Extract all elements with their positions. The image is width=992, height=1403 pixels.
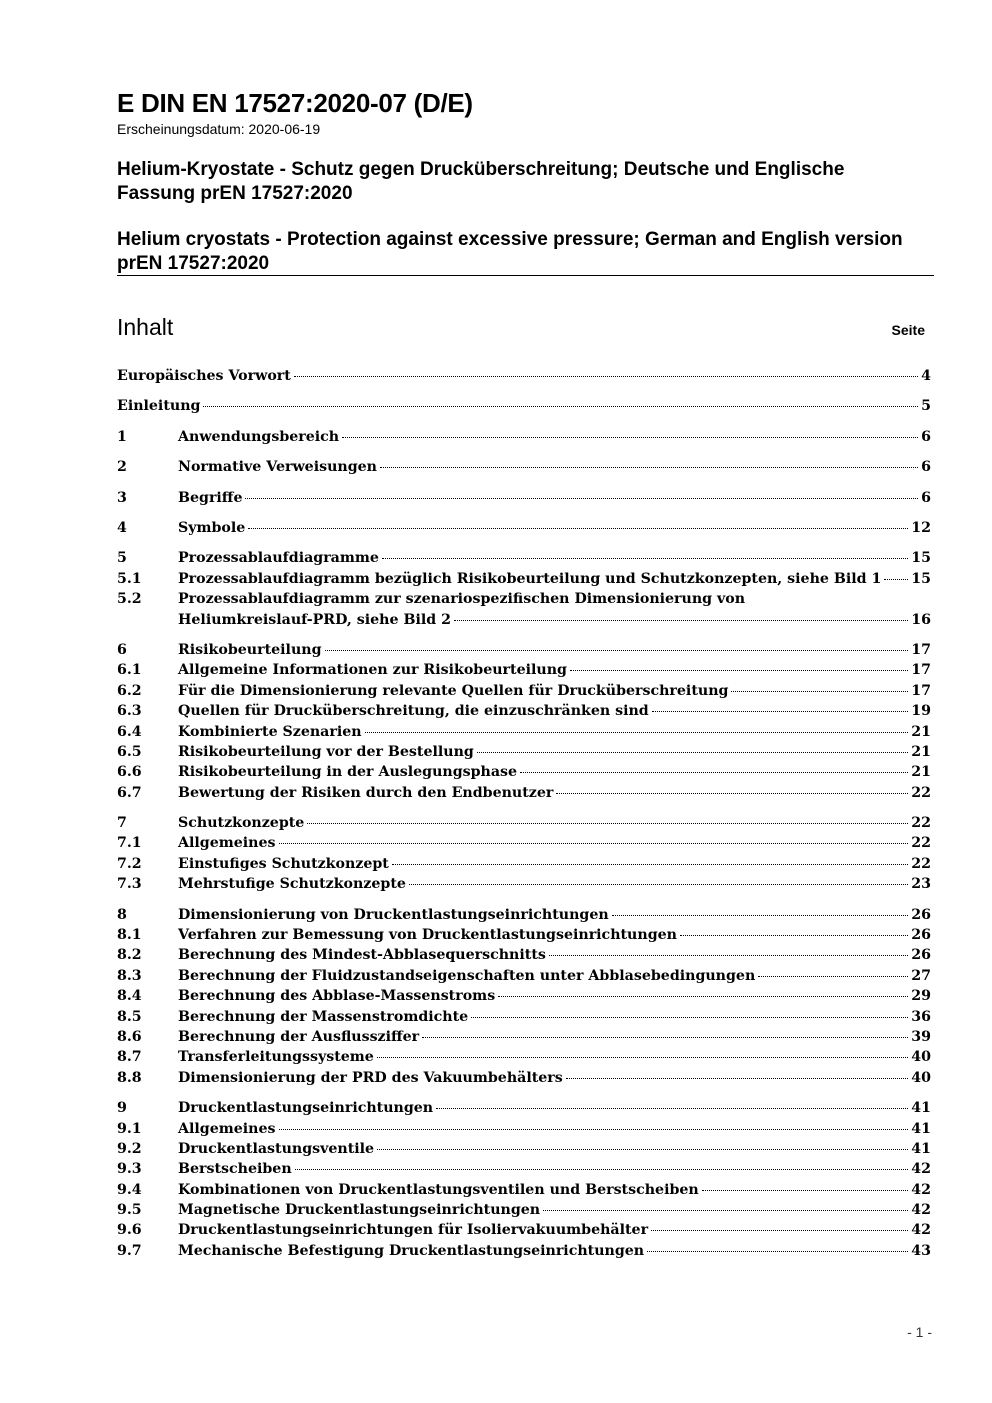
- toc-group: [117, 427, 931, 447]
- toc-entry[interactable]: [117, 457, 931, 477]
- toc-entry[interactable]: [117, 874, 931, 894]
- toc-leader-dots: [520, 771, 908, 773]
- toc-leader-dots: [884, 578, 908, 580]
- toc-entry-title: Druckentlastungseinrichtungen für Isoliervakuumbehälter: [178, 1222, 649, 1239]
- english-title: Helium cryostats - Protection against excessive pressure; German and English version prEN 17527:2020: [117, 229, 903, 274]
- toc-entry[interactable]: [117, 1159, 931, 1179]
- toc-leader-dots: [702, 1189, 909, 1191]
- toc-entry-page: 21: [911, 723, 931, 740]
- toc-entry-number: 7: [117, 815, 127, 832]
- toc-leader-dots: [294, 375, 918, 377]
- toc-entry-title: Transferleitungssysteme: [178, 1049, 374, 1066]
- toc-entry-page: 41: [911, 1140, 931, 1157]
- toc-entry-page: 22: [911, 784, 931, 801]
- toc-entry-page: 40: [911, 1049, 931, 1066]
- toc-entry-number: 5.1: [117, 570, 142, 587]
- toc-group: [117, 488, 931, 508]
- toc-entry-title: Mechanische Befestigung Druckentlastungseinrichtungen: [178, 1242, 645, 1259]
- toc-entry-title: Risikobeurteilung vor der Bestellung: [178, 743, 474, 760]
- toc-entry-title: Anwendungsbereich: [178, 428, 340, 445]
- toc-entry[interactable]: [117, 813, 931, 833]
- toc-entry-number: 1: [117, 428, 127, 445]
- toc-entry-number: 9.5: [117, 1202, 142, 1219]
- toc-entry-page: 42: [911, 1202, 931, 1219]
- toc-entry[interactable]: [117, 681, 931, 701]
- toc-leader-dots: [342, 436, 918, 438]
- toc-entry-page: 42: [911, 1222, 931, 1239]
- toc-entry-number: 6.1: [117, 662, 142, 679]
- toc-entry-page: 26: [911, 947, 931, 964]
- toc-entry-title: Berechnung des Mindest-Abblasequerschnitts: [178, 947, 546, 964]
- toc-entry-number: 6.2: [117, 682, 142, 699]
- toc-leader-dots: [295, 1168, 909, 1170]
- toc-entry-title: Schutzkonzepte: [178, 815, 305, 832]
- toc-leader-dots: [436, 1107, 908, 1109]
- toc-entry-title: Allgemeines: [178, 835, 276, 852]
- toc-entry-page: 12: [911, 519, 931, 536]
- toc-entry-title: Für die Dimensionierung relevante Quellen für Drucküberschreitung: [178, 682, 729, 699]
- toc-entry-page: 26: [911, 927, 931, 944]
- toc-entry-number: 9.3: [117, 1161, 142, 1178]
- toc-entry[interactable]: [117, 660, 931, 680]
- toc-entry-number: 8.4: [117, 988, 142, 1005]
- toc-entry-number: 6.5: [117, 743, 142, 760]
- toc-leader-dots: [203, 405, 918, 407]
- toc-entry[interactable]: [117, 488, 931, 508]
- toc-entry[interactable]: [117, 966, 931, 986]
- toc-leader-dots: [377, 1148, 908, 1150]
- toc-leader-dots: [680, 934, 908, 936]
- toc-entry-title: Mehrstufige Schutzkonzepte: [178, 876, 406, 893]
- toc-entry-page: 26: [911, 906, 931, 923]
- toc-entry-page: 19: [911, 703, 931, 720]
- toc-leader-dots: [422, 1036, 908, 1038]
- toc-entry-number: 9.4: [117, 1181, 142, 1198]
- toc-leader-dots: [454, 619, 908, 621]
- toc-entry-number: 6.7: [117, 784, 142, 801]
- toc-entry-page: 17: [911, 662, 931, 679]
- document-id-title: E DIN EN 17527:2020-07 (D/E): [117, 88, 473, 118]
- toc-entry-page: 42: [911, 1181, 931, 1198]
- toc-entry[interactable]: [117, 945, 931, 965]
- toc-group: [117, 457, 931, 477]
- toc-entry-title: Quellen für Drucküberschreitung, die einzuschränken sind: [178, 703, 649, 720]
- toc-entry-page: 4: [921, 368, 931, 384]
- toc-group: [117, 640, 931, 803]
- toc-entry-page: 40: [911, 1069, 931, 1086]
- toc-entry-title: Einstufiges Schutzkonzept: [178, 855, 389, 872]
- toc-entry-title: Risikobeurteilung in der Auslegungsphase: [178, 764, 518, 781]
- toc-entry-title: Symbole: [178, 519, 246, 536]
- toc-entry[interactable]: [117, 722, 931, 742]
- toc-entry-title: Druckentlastungsventile: [178, 1140, 375, 1157]
- toc-leader-dots: [612, 914, 909, 916]
- toc-group: [117, 1098, 931, 1261]
- toc-entry-title: Magnetische Druckentlastungseinrichtungen: [178, 1202, 541, 1219]
- toc-entry-title: Allgemeine Informationen zur Risikobeurteilung: [178, 662, 567, 679]
- toc-entry-number: 7.1: [117, 835, 142, 852]
- toc-entry-page: 6: [921, 459, 931, 476]
- toc-entry-number: 5.2: [117, 591, 142, 608]
- toc-leader-dots: [543, 1209, 908, 1211]
- toc-entry-page: 21: [911, 743, 931, 760]
- toc-leader-dots: [377, 1056, 908, 1058]
- toc-entry-page: 41: [911, 1100, 931, 1117]
- toc-entry-title: Druckentlastungseinrichtungen: [178, 1100, 434, 1117]
- toc-entry-multiline: [178, 589, 931, 630]
- toc-entry-number: 9: [117, 1100, 127, 1117]
- toc-group: [117, 366, 931, 386]
- toc-entry-page: 42: [911, 1161, 931, 1178]
- toc-entry[interactable]: [117, 783, 931, 803]
- toc-entry-number: 3: [117, 489, 127, 506]
- toc-entry-title: Prozessablaufdiagramme: [178, 550, 379, 567]
- toc-entry[interactable]: [117, 742, 931, 762]
- toc-entry[interactable]: [117, 701, 931, 721]
- toc-entry[interactable]: [117, 833, 931, 853]
- toc-entry-title: Risikobeurteilung: [178, 641, 322, 658]
- toc-entry-number: 6.4: [117, 723, 142, 740]
- toc-entry-title: Berechnung der Fluidzustandseigenschaften unter Abblasebedingungen: [178, 967, 756, 984]
- toc-entry-number: 8.7: [117, 1049, 142, 1066]
- toc-entry-number: 6: [117, 641, 127, 658]
- toc-entry-page: 23: [911, 876, 931, 893]
- toc-entry-page: 43: [911, 1242, 931, 1259]
- toc-entry[interactable]: [117, 396, 931, 416]
- toc-leader-dots: [731, 690, 908, 692]
- toc-leader-dots: [570, 669, 908, 671]
- toc-entry-number: 6.6: [117, 764, 142, 781]
- toc-entry-page: 6: [921, 428, 931, 445]
- toc-entry-number: 2: [117, 459, 127, 476]
- toc-leader-dots: [245, 497, 918, 499]
- toc-entry-number: 9.2: [117, 1140, 142, 1157]
- toc-leader-dots: [477, 751, 908, 753]
- toc-entry-title: Dimensionierung von Druckentlastungseinrichtungen: [178, 906, 609, 923]
- toc-leader-dots: [549, 954, 908, 956]
- toc-entry-title: Europäisches Vorwort: [117, 368, 291, 384]
- toc-entry-title: Begriffe: [178, 489, 243, 506]
- toc-entry-number: 9.6: [117, 1222, 142, 1239]
- toc-entry[interactable]: [117, 1241, 931, 1261]
- toc-entry[interactable]: [117, 854, 931, 874]
- toc-leader-dots: [365, 731, 909, 733]
- toc-leader-dots: [566, 1077, 908, 1079]
- toc-entry-number: 8.1: [117, 927, 142, 944]
- toc-entry-number: 8.6: [117, 1028, 142, 1045]
- toc-entry[interactable]: [117, 1007, 931, 1027]
- toc-group: [117, 518, 931, 538]
- toc-leader-dots: [647, 1250, 908, 1252]
- toc-entry[interactable]: [117, 569, 931, 589]
- toc-entry[interactable]: [117, 986, 931, 1006]
- toc-entry[interactable]: [117, 905, 931, 925]
- toc-entry[interactable]: [117, 1180, 931, 1200]
- toc-page-column-label: Seite: [891, 322, 925, 338]
- toc-entry-title: Normative Verweisungen: [178, 459, 377, 476]
- toc-leader-dots: [556, 792, 908, 794]
- toc-entry[interactable]: [117, 589, 931, 630]
- toc-entry[interactable]: [117, 1139, 931, 1159]
- toc-leader-dots: [380, 466, 918, 468]
- toc-entry-page: 41: [911, 1120, 931, 1137]
- toc-entry[interactable]: [117, 518, 931, 538]
- toc-entry[interactable]: [117, 925, 931, 945]
- toc-entry-page: 39: [911, 1028, 931, 1045]
- toc-entry-title: Einleitung: [117, 398, 201, 415]
- toc-leader-dots: [382, 557, 908, 559]
- toc-leader-dots: [498, 995, 908, 997]
- toc-entry[interactable]: [117, 366, 931, 386]
- toc-leader-dots: [651, 1229, 908, 1231]
- toc-leader-dots: [248, 527, 908, 529]
- toc-entry-number: 9.7: [117, 1242, 142, 1259]
- toc-entry-title: Berechnung der Massenstromdichte: [178, 1008, 469, 1025]
- toc-entry-number: 5: [117, 550, 127, 567]
- toc-entry-number: 8: [117, 906, 127, 923]
- toc-leader-dots: [652, 710, 909, 712]
- toc-entry[interactable]: [117, 762, 931, 782]
- table-of-contents: [117, 366, 931, 1261]
- toc-entry[interactable]: [117, 640, 931, 660]
- toc-entry-page: 17: [911, 641, 931, 658]
- toc-entry-page: 15: [911, 550, 931, 567]
- toc-entry-title: Prozessablaufdiagramm zur szenariospezifischen Dimensionierung von: [178, 591, 746, 608]
- toc-entry[interactable]: [117, 1068, 931, 1088]
- toc-group: [117, 905, 931, 1089]
- toc-entry-page: 15: [911, 570, 931, 587]
- toc-entry-number: 9.1: [117, 1120, 142, 1137]
- toc-group: [117, 813, 931, 895]
- toc-entry-number: 8.8: [117, 1069, 142, 1086]
- toc-entry-title: Dimensionierung der PRD des Vakuumbehälters: [178, 1069, 563, 1086]
- toc-entry-page: 5: [921, 398, 931, 415]
- toc-entry[interactable]: [117, 1220, 931, 1240]
- toc-entry-title: Prozessablaufdiagramm bezüglich Risikobeurteilung und Schutzkonzepten, siehe Bild 1: [178, 570, 882, 587]
- toc-entry-page: 36: [911, 1008, 931, 1025]
- toc-entry-page: 27: [911, 967, 931, 984]
- toc-leader-dots: [307, 822, 908, 824]
- toc-entry-title: Kombinierte Szenarien: [178, 723, 362, 740]
- toc-entry[interactable]: [117, 1119, 931, 1139]
- toc-entry-page: 29: [911, 988, 931, 1005]
- toc-entry-number: 7.3: [117, 876, 142, 893]
- toc-entry-title: Berechnung der Ausflussziffer: [178, 1028, 420, 1045]
- toc-entry-number: 8.5: [117, 1008, 142, 1025]
- toc-entry[interactable]: [117, 1098, 931, 1118]
- toc-entry-title: Verfahren zur Bemessung von Druckentlastungseinrichtungen: [178, 927, 677, 944]
- toc-entry-title: Bewertung der Risiken durch den Endbenutzer: [178, 784, 554, 801]
- toc-entry-page: 21: [911, 764, 931, 781]
- toc-leader-dots: [279, 1128, 909, 1130]
- toc-leader-dots: [471, 1016, 908, 1018]
- toc-entry-title: Berechnung des Abblase-Massenstroms: [178, 988, 496, 1005]
- toc-entry-title: Kombinationen von Druckentlastungsventilen und Berstscheiben: [178, 1181, 699, 1198]
- toc-leader-dots: [409, 883, 908, 885]
- toc-entry[interactable]: [117, 1200, 931, 1220]
- toc-entry-page: 22: [911, 835, 931, 852]
- toc-leader-dots: [325, 649, 909, 651]
- toc-entry[interactable]: [117, 1027, 931, 1047]
- toc-entry-page: 22: [911, 815, 931, 832]
- toc-entry[interactable]: [117, 548, 931, 568]
- toc-group: [117, 396, 931, 416]
- toc-entry-number: 4: [117, 519, 127, 536]
- toc-entry-title: Berstscheiben: [178, 1161, 292, 1178]
- toc-entry-title: Heliumkreislauf-PRD, siehe Bild 2: [178, 611, 451, 628]
- page-number: - 1 -: [907, 1324, 932, 1340]
- toc-entry-title: Allgemeines: [178, 1120, 276, 1137]
- toc-group: [117, 548, 931, 630]
- toc-entry-number: 6.3: [117, 703, 142, 720]
- toc-entry-number: 8.3: [117, 967, 142, 984]
- toc-entry[interactable]: [117, 1047, 931, 1067]
- toc-entry-page: 6: [921, 489, 931, 506]
- publication-date: Erscheinungsdatum: 2020-06-19: [117, 121, 321, 137]
- toc-entry-page: 16: [911, 611, 931, 628]
- toc-entry-number: 7.2: [117, 855, 142, 872]
- header-divider: [117, 275, 934, 276]
- toc-leader-dots: [758, 975, 908, 977]
- german-title: Helium-Kryostate - Schutz gegen Drucküberschreitung; Deutsche und Englische Fassung prEN 17527:2020: [117, 159, 845, 204]
- toc-leader-dots: [392, 863, 908, 865]
- toc-entry[interactable]: [117, 427, 931, 447]
- toc-leader-dots: [279, 842, 909, 844]
- toc-entry-page: 22: [911, 855, 931, 872]
- toc-entry-number: 8.2: [117, 947, 142, 964]
- toc-entry-page: 17: [911, 682, 931, 699]
- toc-heading: Inhalt: [117, 314, 174, 340]
